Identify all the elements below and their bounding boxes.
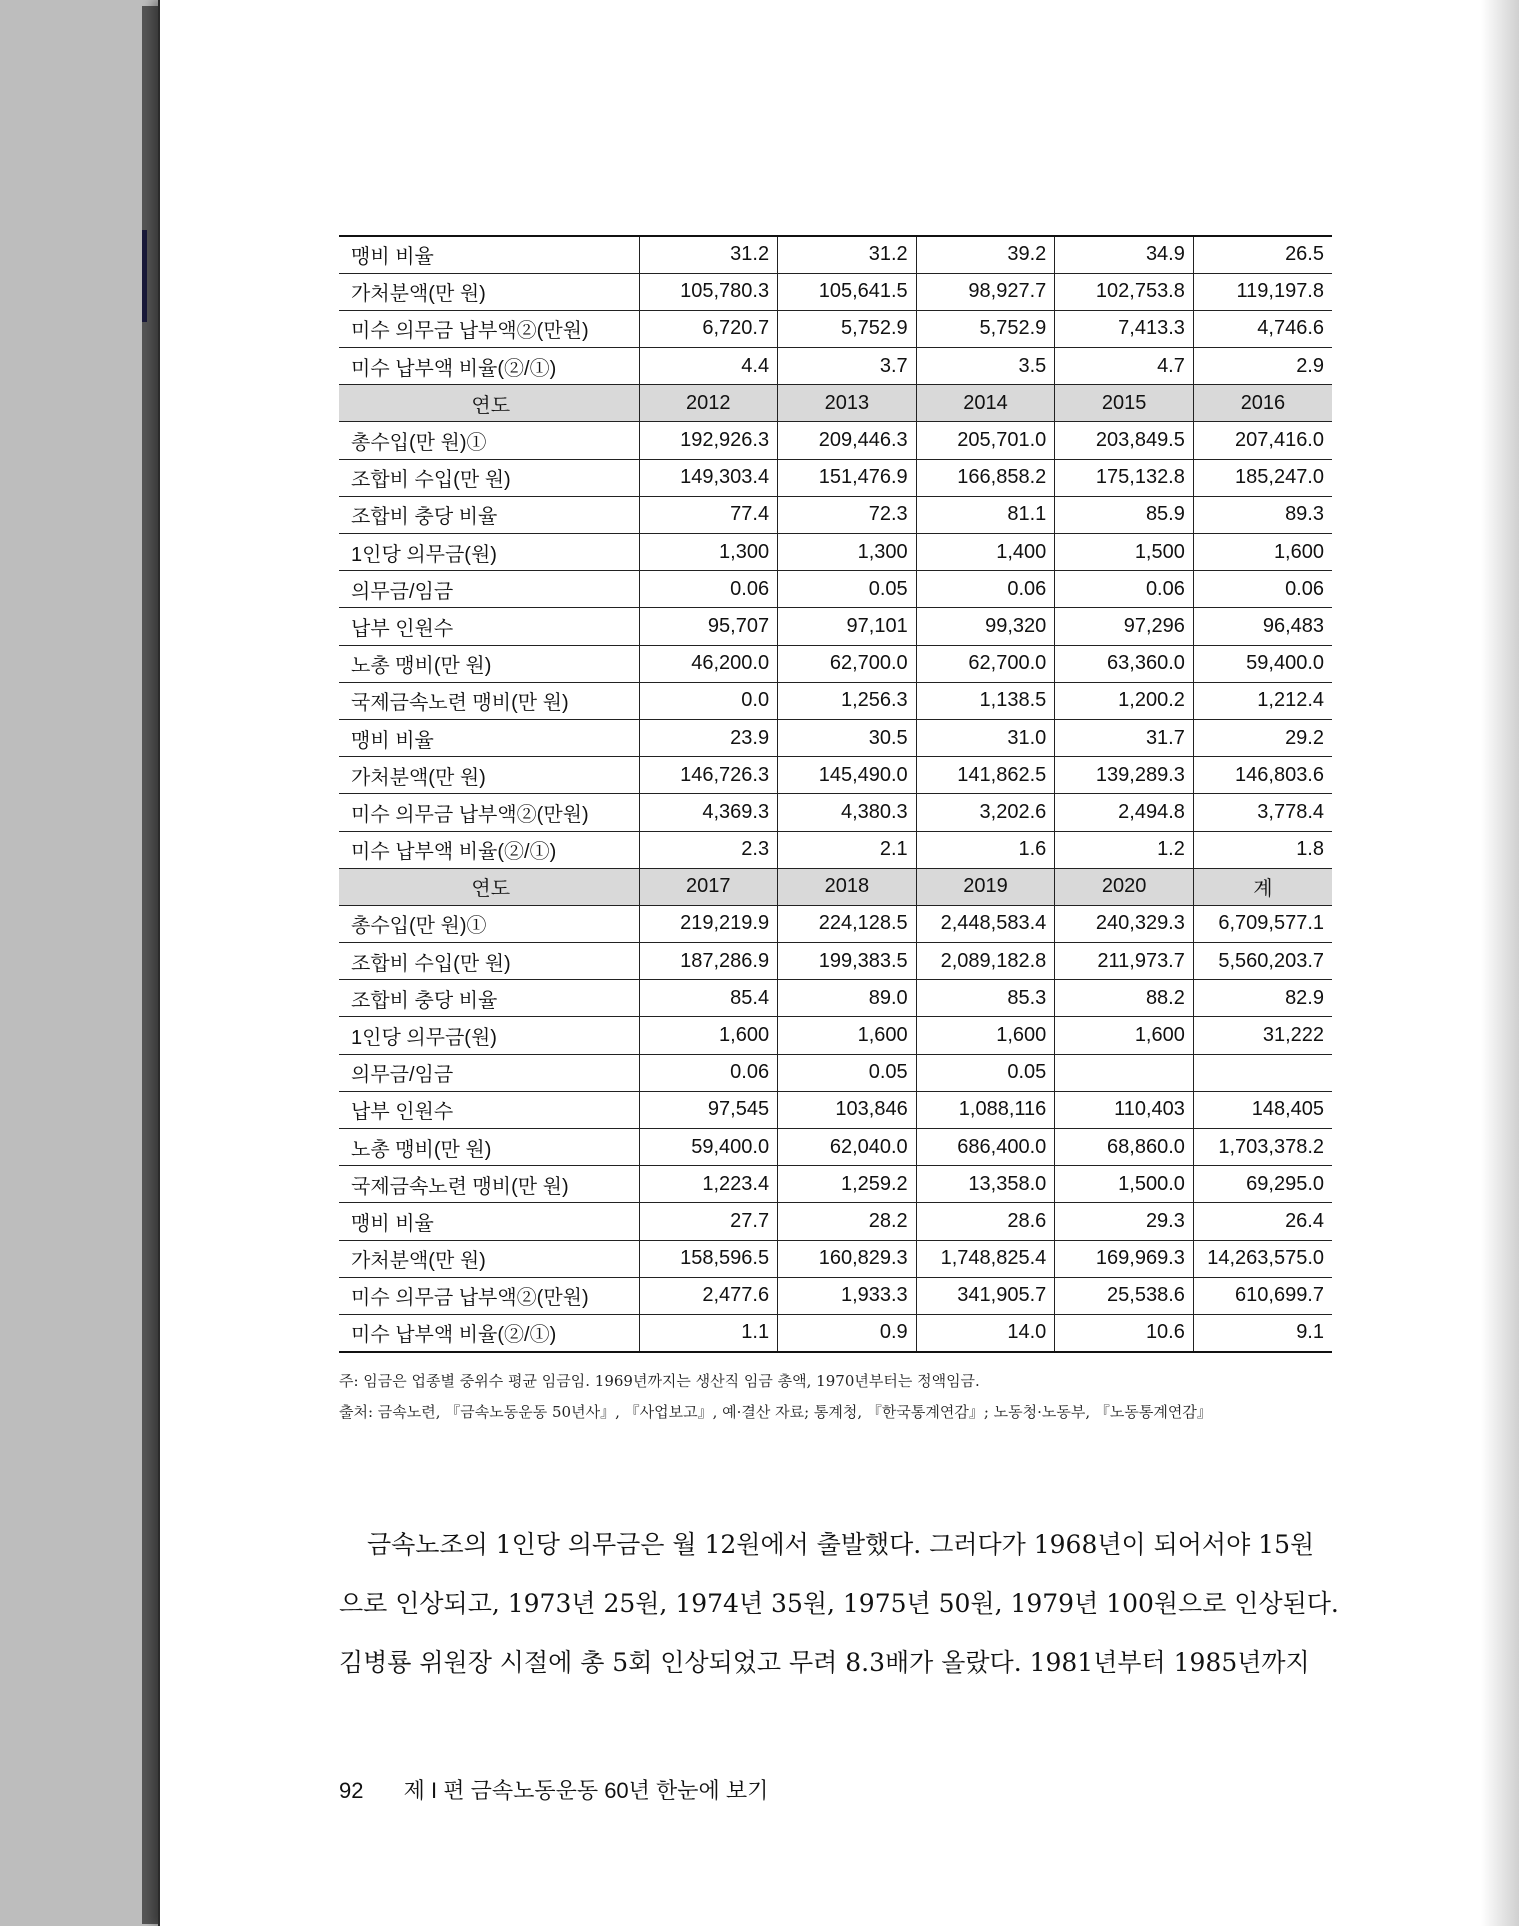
table-cell: 82.9 bbox=[1193, 980, 1332, 1017]
table-cell: 31.2 bbox=[778, 236, 917, 273]
table-cell: 97,545 bbox=[639, 1091, 778, 1128]
table-cell: 29.3 bbox=[1055, 1203, 1194, 1240]
table-cell: 1.2 bbox=[1055, 831, 1194, 868]
table-cell bbox=[1193, 1054, 1332, 1091]
table-cell: 26.4 bbox=[1193, 1203, 1332, 1240]
table-cell: 149,303.4 bbox=[639, 459, 778, 496]
table-cell: 211,973.7 bbox=[1055, 943, 1194, 980]
table-header-row bbox=[339, 868, 1332, 905]
body-line-2: 으로 인상되고, 1973년 25원, 1974년 35원, 1975년 50원, 1979년 100원으로 인상된다. bbox=[339, 1589, 1339, 1618]
table-cell: 110,403 bbox=[1055, 1091, 1194, 1128]
table-cell: 31,222 bbox=[1193, 1017, 1332, 1054]
table-cell: 89.0 bbox=[778, 980, 917, 1017]
table-cell: 81.1 bbox=[916, 496, 1055, 533]
row-label: 미수 의무금 납부액②(만원) bbox=[339, 1277, 639, 1314]
table-cell: 9.1 bbox=[1193, 1314, 1332, 1351]
table-row bbox=[339, 943, 1332, 980]
table-cell: 224,128.5 bbox=[778, 905, 917, 942]
table-row bbox=[339, 348, 1332, 385]
table-row bbox=[339, 905, 1332, 942]
table-cell: 6,720.7 bbox=[639, 310, 778, 347]
table-cell: 0.9 bbox=[778, 1314, 917, 1351]
table-cell: 25,538.6 bbox=[1055, 1277, 1194, 1314]
table-row bbox=[339, 1129, 1332, 1166]
row-label: 맹비 비율 bbox=[339, 236, 639, 273]
row-label: 총수입(만 원)① bbox=[339, 905, 639, 942]
table-cell: 2,089,182.8 bbox=[916, 943, 1055, 980]
table-cell: 3.7 bbox=[778, 348, 917, 385]
table-cell: 146,803.6 bbox=[1193, 757, 1332, 794]
table-cell: 31.0 bbox=[916, 719, 1055, 756]
table-cell: 7,413.3 bbox=[1055, 310, 1194, 347]
table-cell: 192,926.3 bbox=[639, 422, 778, 459]
table-cell: 62,700.0 bbox=[916, 645, 1055, 682]
table-cell: 1,500.0 bbox=[1055, 1166, 1194, 1203]
table-cell: 5,560,203.7 bbox=[1193, 943, 1332, 980]
table-cell: 175,132.8 bbox=[1055, 459, 1194, 496]
year-header-cell: 2018 bbox=[778, 868, 917, 905]
year-header-cell: 2017 bbox=[639, 868, 778, 905]
body-paragraph bbox=[339, 1515, 1339, 1692]
table-cell: 3.5 bbox=[916, 348, 1055, 385]
body-line-3: 김병룡 위원장 시절에 총 5회 인상되었고 무려 8.3배가 올랐다. 1981년부터 1985년까지 bbox=[339, 1648, 1310, 1677]
table-cell: 6,709,577.1 bbox=[1193, 905, 1332, 942]
table-cell: 0.06 bbox=[639, 1054, 778, 1091]
table-cell: 4.4 bbox=[639, 348, 778, 385]
table-row bbox=[339, 757, 1332, 794]
table-source: 출처: 금속노련, 『금속노동운동 50년사』, 『사업보고』, 예·결산 자료; 통계청, 『한국통계연감』; 노동청·노동부, 『노동통계연감』 bbox=[339, 1403, 1212, 1421]
table-cell: 85.3 bbox=[916, 980, 1055, 1017]
row-label: 총수입(만 원)① bbox=[339, 422, 639, 459]
table-cell: 88.2 bbox=[1055, 980, 1194, 1017]
row-label: 연도 bbox=[339, 868, 639, 905]
table-row bbox=[339, 1277, 1332, 1314]
table-cell: 0.06 bbox=[639, 571, 778, 608]
table-cell: 0.05 bbox=[778, 1054, 917, 1091]
table-row bbox=[339, 1240, 1332, 1277]
page-footer bbox=[339, 1774, 768, 1805]
table-cell: 103,846 bbox=[778, 1091, 917, 1128]
table-cell: 26.5 bbox=[1193, 236, 1332, 273]
row-label: 노총 맹비(만 원) bbox=[339, 1129, 639, 1166]
table-cell: 89.3 bbox=[1193, 496, 1332, 533]
table-cell: 240,329.3 bbox=[1055, 905, 1194, 942]
row-label: 미수 납부액 비율(②/①) bbox=[339, 831, 639, 868]
table-cell: 4,746.6 bbox=[1193, 310, 1332, 347]
spine-marker bbox=[142, 230, 147, 322]
row-label: 미수 의무금 납부액②(만원) bbox=[339, 794, 639, 831]
table-row bbox=[339, 1017, 1332, 1054]
table-cell: 0.06 bbox=[1055, 571, 1194, 608]
table-cell: 4,369.3 bbox=[639, 794, 778, 831]
table-cell: 29.2 bbox=[1193, 719, 1332, 756]
row-label: 의무금/임금 bbox=[339, 1054, 639, 1091]
table-cell: 2.9 bbox=[1193, 348, 1332, 385]
table-cell: 98,927.7 bbox=[916, 273, 1055, 310]
row-label: 조합비 수입(만 원) bbox=[339, 943, 639, 980]
table-row bbox=[339, 1166, 1332, 1203]
table-row bbox=[339, 980, 1332, 1017]
table-row bbox=[339, 571, 1332, 608]
year-header-cell: 2020 bbox=[1055, 868, 1194, 905]
row-label: 납부 인원수 bbox=[339, 1091, 639, 1128]
table-cell: 151,476.9 bbox=[778, 459, 917, 496]
table-row bbox=[339, 1314, 1332, 1351]
table-cell: 0.05 bbox=[778, 571, 917, 608]
table-header-row bbox=[339, 385, 1332, 422]
table-cell: 1,600 bbox=[916, 1017, 1055, 1054]
table-cell: 160,829.3 bbox=[778, 1240, 917, 1277]
year-header-cell: 계 bbox=[1193, 868, 1332, 905]
row-label: 의무금/임금 bbox=[339, 571, 639, 608]
table-cell: 102,753.8 bbox=[1055, 273, 1194, 310]
table-cell: 187,286.9 bbox=[639, 943, 778, 980]
table-cell: 1.1 bbox=[639, 1314, 778, 1351]
table-cell: 203,849.5 bbox=[1055, 422, 1194, 459]
table-cell: 1.6 bbox=[916, 831, 1055, 868]
year-header-cell: 2013 bbox=[778, 385, 917, 422]
table-cell: 207,416.0 bbox=[1193, 422, 1332, 459]
table-footnote: 주: 임금은 업종별 중위수 평균 임금임. 1969년까지는 생산직 임금 총액, 1970년부터는 정액임금. bbox=[339, 1372, 980, 1390]
table-row bbox=[339, 645, 1332, 682]
table-cell: 1,256.3 bbox=[778, 682, 917, 719]
table-cell: 10.6 bbox=[1055, 1314, 1194, 1351]
row-label: 가처분액(만 원) bbox=[339, 757, 639, 794]
table-cell: 0.06 bbox=[916, 571, 1055, 608]
running-title: 제 I 편 금속노동운동 60년 한눈에 보기 bbox=[403, 1778, 769, 1803]
table-row bbox=[339, 534, 1332, 571]
table-cell: 148,405 bbox=[1193, 1091, 1332, 1128]
table-row bbox=[339, 236, 1332, 273]
table-cell: 169,969.3 bbox=[1055, 1240, 1194, 1277]
table-cell: 68,860.0 bbox=[1055, 1129, 1194, 1166]
table-cell: 686,400.0 bbox=[916, 1129, 1055, 1166]
table-cell: 62,040.0 bbox=[778, 1129, 917, 1166]
body-line-1: 금속노조의 1인당 의무금은 월 12원에서 출발했다. 그러다가 1968년이 되어서야 15원 bbox=[367, 1530, 1315, 1559]
table-row bbox=[339, 682, 1332, 719]
table-cell: 1.8 bbox=[1193, 831, 1332, 868]
table-cell: 1,138.5 bbox=[916, 682, 1055, 719]
table-cell: 14,263,575.0 bbox=[1193, 1240, 1332, 1277]
table-cell: 145,490.0 bbox=[778, 757, 917, 794]
table-body bbox=[339, 236, 1332, 1352]
table-cell: 105,641.5 bbox=[778, 273, 917, 310]
table-row bbox=[339, 1203, 1332, 1240]
table-cell: 1,088,116 bbox=[916, 1091, 1055, 1128]
table-cell: 1,748,825.4 bbox=[916, 1240, 1055, 1277]
table-cell: 30.5 bbox=[778, 719, 917, 756]
table-cell: 4,380.3 bbox=[778, 794, 917, 831]
table-cell: 185,247.0 bbox=[1193, 459, 1332, 496]
table-cell: 97,296 bbox=[1055, 608, 1194, 645]
table-row bbox=[339, 608, 1332, 645]
table-cell: 34.9 bbox=[1055, 236, 1194, 273]
table-row bbox=[339, 831, 1332, 868]
table-cell: 1,703,378.2 bbox=[1193, 1129, 1332, 1166]
table-row bbox=[339, 719, 1332, 756]
table-cell: 4.7 bbox=[1055, 348, 1194, 385]
table-cell: 28.6 bbox=[916, 1203, 1055, 1240]
table-cell: 1,400 bbox=[916, 534, 1055, 571]
page-number: 92 bbox=[339, 1778, 364, 1803]
table-row bbox=[339, 1091, 1332, 1128]
table-cell: 1,600 bbox=[778, 1017, 917, 1054]
table-cell: 610,699.7 bbox=[1193, 1277, 1332, 1314]
table-row bbox=[339, 422, 1332, 459]
row-label: 조합비 충당 비율 bbox=[339, 496, 639, 533]
row-label: 미수 납부액 비율(②/①) bbox=[339, 348, 639, 385]
table-cell: 1,259.2 bbox=[778, 1166, 917, 1203]
table-cell: 2,477.6 bbox=[639, 1277, 778, 1314]
table-cell: 146,726.3 bbox=[639, 757, 778, 794]
table-cell: 27.7 bbox=[639, 1203, 778, 1240]
row-label: 맹비 비율 bbox=[339, 719, 639, 756]
row-label: 노총 맹비(만 원) bbox=[339, 645, 639, 682]
table-cell: 2,448,583.4 bbox=[916, 905, 1055, 942]
table-cell: 158,596.5 bbox=[639, 1240, 778, 1277]
table-cell: 1,500 bbox=[1055, 534, 1194, 571]
table-cell: 13,358.0 bbox=[916, 1166, 1055, 1203]
table-cell: 139,289.3 bbox=[1055, 757, 1194, 794]
table-cell: 95,707 bbox=[639, 608, 778, 645]
row-label: 연도 bbox=[339, 385, 639, 422]
table-cell: 97,101 bbox=[778, 608, 917, 645]
row-label: 1인당 의무금(원) bbox=[339, 1017, 639, 1054]
table-cell: 14.0 bbox=[916, 1314, 1055, 1351]
table-row bbox=[339, 310, 1332, 347]
year-header-cell: 2016 bbox=[1193, 385, 1332, 422]
table-cell: 96,483 bbox=[1193, 608, 1332, 645]
table-cell: 105,780.3 bbox=[639, 273, 778, 310]
table-cell: 85.4 bbox=[639, 980, 778, 1017]
table-cell: 69,295.0 bbox=[1193, 1166, 1332, 1203]
table-cell: 23.9 bbox=[639, 719, 778, 756]
row-label: 가처분액(만 원) bbox=[339, 1240, 639, 1277]
table-row bbox=[339, 496, 1332, 533]
row-label: 국제금속노련 맹비(만 원) bbox=[339, 1166, 639, 1203]
row-label: 국제금속노련 맹비(만 원) bbox=[339, 682, 639, 719]
year-header-cell: 2019 bbox=[916, 868, 1055, 905]
table-cell: 5,752.9 bbox=[778, 310, 917, 347]
table-cell bbox=[1055, 1054, 1194, 1091]
table-cell: 5,752.9 bbox=[916, 310, 1055, 347]
row-label: 조합비 수입(만 원) bbox=[339, 459, 639, 496]
table-cell: 85.9 bbox=[1055, 496, 1194, 533]
table-notes bbox=[339, 1366, 1339, 1428]
table-cell: 0.0 bbox=[639, 682, 778, 719]
table-cell: 1,212.4 bbox=[1193, 682, 1332, 719]
table-cell: 119,197.8 bbox=[1193, 273, 1332, 310]
year-header-cell: 2012 bbox=[639, 385, 778, 422]
table-cell: 219,219.9 bbox=[639, 905, 778, 942]
table-cell: 199,383.5 bbox=[778, 943, 917, 980]
table-cell: 141,862.5 bbox=[916, 757, 1055, 794]
table-cell: 1,933.3 bbox=[778, 1277, 917, 1314]
table-cell: 1,200.2 bbox=[1055, 682, 1194, 719]
row-label: 1인당 의무금(원) bbox=[339, 534, 639, 571]
table-cell: 39.2 bbox=[916, 236, 1055, 273]
table-cell: 99,320 bbox=[916, 608, 1055, 645]
table-cell: 28.2 bbox=[778, 1203, 917, 1240]
row-label: 납부 인원수 bbox=[339, 608, 639, 645]
table-cell: 3,202.6 bbox=[916, 794, 1055, 831]
table-row bbox=[339, 1054, 1332, 1091]
table-cell: 59,400.0 bbox=[1193, 645, 1332, 682]
row-label: 조합비 충당 비율 bbox=[339, 980, 639, 1017]
table-row bbox=[339, 794, 1332, 831]
row-label: 가처분액(만 원) bbox=[339, 273, 639, 310]
table-cell: 0.05 bbox=[916, 1054, 1055, 1091]
table-cell: 205,701.0 bbox=[916, 422, 1055, 459]
table-row bbox=[339, 459, 1332, 496]
table-cell: 341,905.7 bbox=[916, 1277, 1055, 1314]
table-cell: 1,600 bbox=[1193, 534, 1332, 571]
table-cell: 31.7 bbox=[1055, 719, 1194, 756]
year-header-cell: 2014 bbox=[916, 385, 1055, 422]
table-cell: 2.1 bbox=[778, 831, 917, 868]
table-cell: 77.4 bbox=[639, 496, 778, 533]
dues-statistics-table bbox=[339, 235, 1332, 1353]
table-cell: 1,223.4 bbox=[639, 1166, 778, 1203]
table-cell: 0.06 bbox=[1193, 571, 1332, 608]
table-cell: 46,200.0 bbox=[639, 645, 778, 682]
table-cell: 1,300 bbox=[778, 534, 917, 571]
year-header-cell: 2015 bbox=[1055, 385, 1194, 422]
table-cell: 3,778.4 bbox=[1193, 794, 1332, 831]
row-label: 맹비 비율 bbox=[339, 1203, 639, 1240]
table-cell: 1,600 bbox=[1055, 1017, 1194, 1054]
table-row bbox=[339, 273, 1332, 310]
table-cell: 63,360.0 bbox=[1055, 645, 1194, 682]
table-cell: 72.3 bbox=[778, 496, 917, 533]
row-label: 미수 납부액 비율(②/①) bbox=[339, 1314, 639, 1351]
table-cell: 59,400.0 bbox=[639, 1129, 778, 1166]
table-cell: 209,446.3 bbox=[778, 422, 917, 459]
table-cell: 166,858.2 bbox=[916, 459, 1055, 496]
table-cell: 2,494.8 bbox=[1055, 794, 1194, 831]
row-label: 미수 의무금 납부액②(만원) bbox=[339, 310, 639, 347]
table-cell: 31.2 bbox=[639, 236, 778, 273]
table-cell: 1,300 bbox=[639, 534, 778, 571]
table-cell: 62,700.0 bbox=[778, 645, 917, 682]
table-cell: 1,600 bbox=[639, 1017, 778, 1054]
table-cell: 2.3 bbox=[639, 831, 778, 868]
